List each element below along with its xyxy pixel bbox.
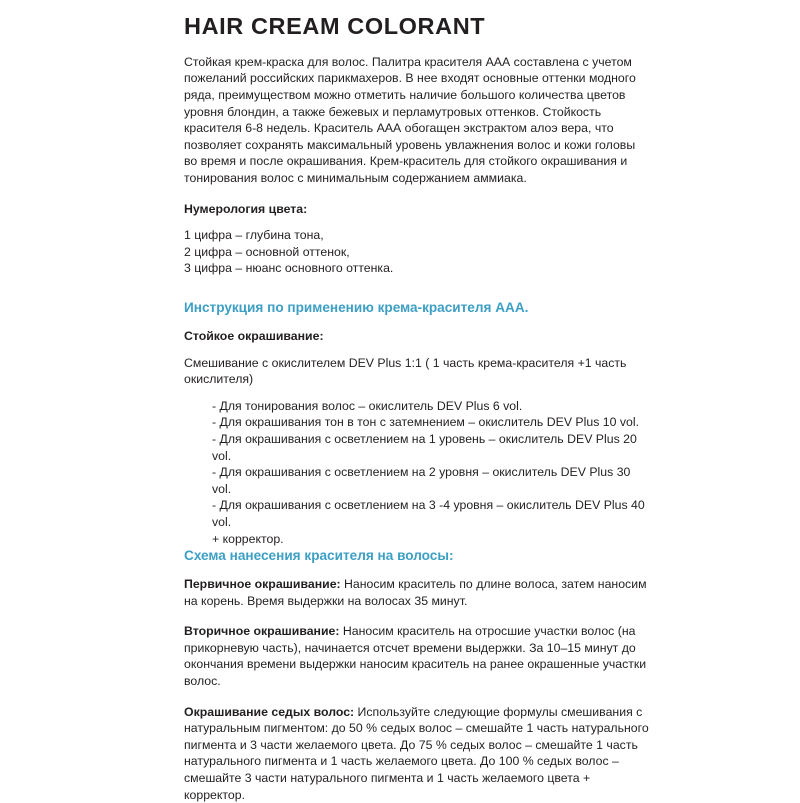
numerology-heading: Нумерология цвета:	[184, 201, 308, 216]
scheme-block-2-text: Наносим краситель на отросшие участки волос (на прикорневую часть), начинается отсчет времени выдержки. За 10–15 минут до окончания времени выдержки наносим краситель на ранее окрашенные участки волос.	[184, 624, 647, 689]
page-title: HAIR CREAM COLORANT	[184, 13, 486, 39]
numerology-section	[184, 201, 650, 277]
instruction-item-2: - Для окрашивания тон в тон с затемнением – окислитель DEV Plus 10 vol.	[212, 415, 640, 430]
numerology-line-3: 3 цифра – нюанс основного оттенка.	[184, 261, 394, 276]
scheme-block-2-lead: Вторичное окрашивание:	[184, 624, 340, 639]
instruction-item-1: - Для тонирования волос – окислитель DEV Plus 6 vol.	[212, 398, 523, 413]
scheme-block-3-text: Используйте следующие формулы смешивания с натуральным пигментом: до 50 % седых волос – смешайте 1 часть натурального пигмента и 3 части желаемого цвета. До 75 % седых волос – смешайте 1 часть натурального пигмента и 1 часть желаемого цвета. До 100 % седых волос – смешайте 3 части натурального пигмента и 1 часть желаемого цвета + корректор.	[184, 704, 649, 802]
instruction-item-5: - Для окрашивания с осветлением на 3 -4 уровня – окислитель DEV Plus 40 vol.	[212, 498, 645, 529]
instruction-heading: Инструкция по применению крема-красителя ААА.	[184, 299, 529, 315]
instruction-mix-text: Смешивание с окислителем DEV Plus 1:1 ( 1 часть крема-красителя +1 часть окислителя)	[184, 355, 627, 387]
instruction-item-3: - Для окрашивания с осветлением на 1 уровень – окислитель DEV Plus 20 vol.	[212, 431, 637, 463]
scheme-block-1-text: Наносим краситель по длине волоса, затем наносим на корень. Время выдержки на волосах 35 минут.	[184, 577, 647, 608]
scheme-block-2	[184, 623, 650, 689]
instruction-subheading: Стойкое окрашивание:	[184, 328, 324, 343]
scheme-block-3	[184, 704, 650, 803]
scheme-block-3-lead: Окрашивание седых волос:	[184, 704, 355, 719]
scheme-section	[184, 547, 650, 803]
numerology-line-2: 2 цифра – основной оттенок,	[184, 244, 350, 259]
instruction-item-6: + корректор.	[212, 531, 284, 546]
instruction-item-4: - Для окрашивания с осветлением на 2 уровня – окислитель DEV Plus 30 vol.	[212, 465, 631, 496]
intro-paragraph: Стойкая крем-краска для волос. Палитра красителя ААА составлена с учетом пожеланий российских парикмахеров. В нее входят основные оттенки модного ряда, преимуществом можно отметить наличие большого количества цветов уровня блондин, а также бежевых и перламутровых оттенков. Стойкость красителя 6-8 недель. Краситель ААА обогащен экстрактом алоэ вера, что позволяет сохранять максимальный уровень увлажнения волос и кожи головы во время и после окрашивания. Крем-краситель для стойкого окрашивания и тонирования волос с минимальным содержанием аммиака.	[184, 54, 636, 185]
numerology-line-1: 1 цифра – глубина тона,	[184, 228, 324, 243]
scheme-heading: Схема нанесения красителя на волосы:	[184, 548, 454, 564]
scheme-block-1	[184, 576, 650, 609]
instruction-section	[184, 299, 650, 547]
scheme-block-1-lead: Первичное окрашивание:	[184, 577, 341, 592]
